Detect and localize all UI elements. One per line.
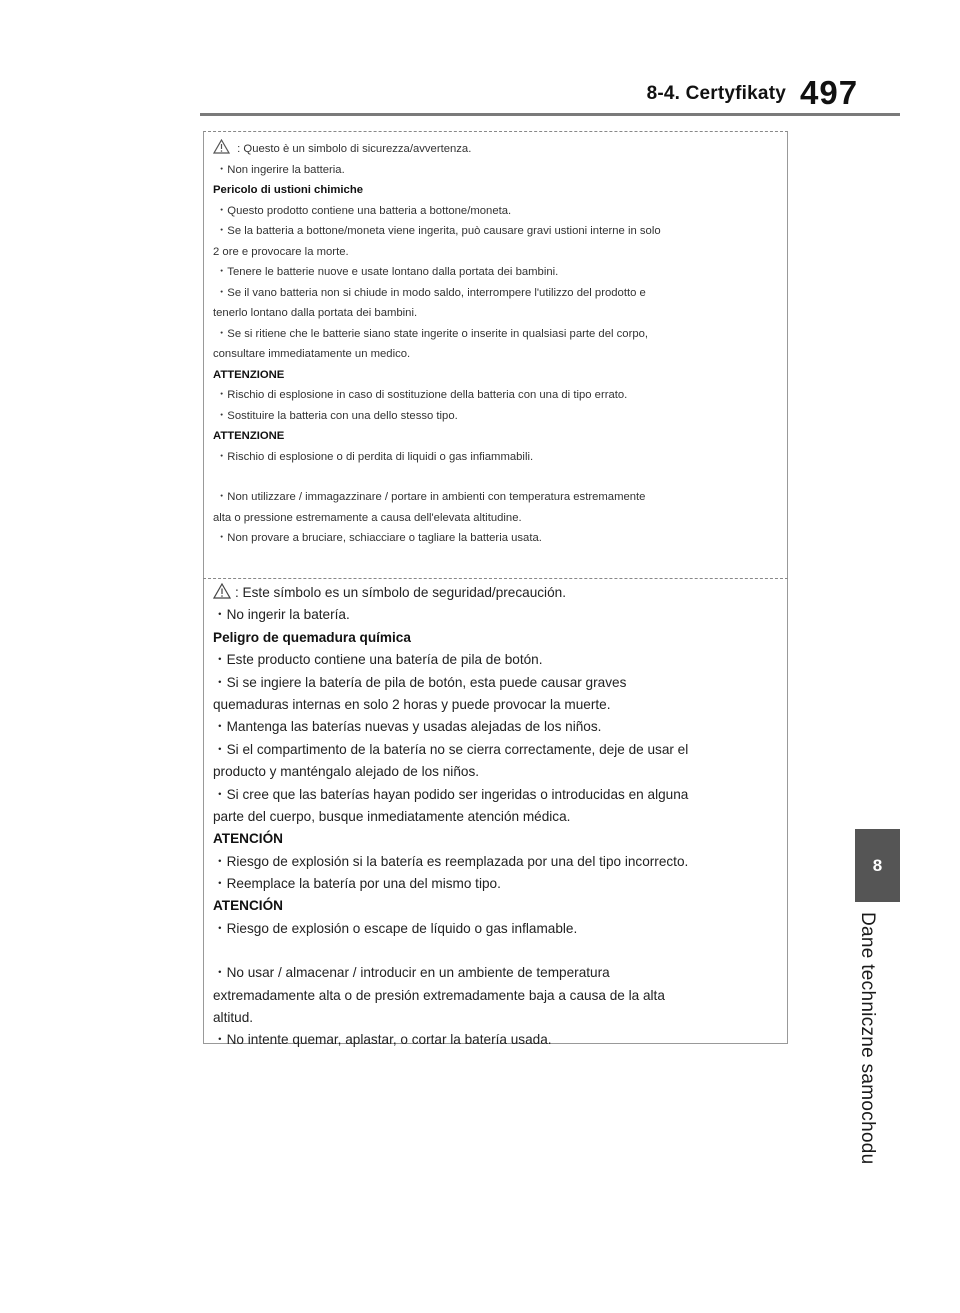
text-line: ・No usar / almacenar / introducir en un ambiente de temperatura xyxy=(213,965,610,981)
text-line: ・Se il vano batteria non si chiude in modo saldo, interrompere l'utilizzo del prodotto e xyxy=(216,286,646,299)
spanish-warning-block xyxy=(213,582,768,1052)
language-divider xyxy=(203,578,788,579)
text-line: quemaduras internas en solo 2 horas y puede provocar la muerte. xyxy=(213,696,611,712)
text-line: ・No intente quemar, aplastar, o cortar la batería usada. xyxy=(213,1032,552,1048)
section-heading: ATENCIÓN xyxy=(213,831,283,847)
text-line: ・Rischio di esplosione o di perdita di liquidi o gas infiammabili. xyxy=(216,450,534,463)
chapter-side-label: Dane techniczne samochodu xyxy=(857,912,878,1165)
header-rule xyxy=(200,113,900,116)
text-line: ・Riesgo de explosión si la batería es reemplazada por una del tipo incorrecto. xyxy=(213,853,689,869)
text-line: ・No ingerir la batería. xyxy=(213,607,350,623)
spacer xyxy=(213,467,768,487)
italian-warning-block xyxy=(213,139,768,549)
text-line: altitud. xyxy=(213,1010,254,1026)
chapter-tab xyxy=(855,829,900,902)
text-line: parte del cuerpo, busque inmediatamente atención médica. xyxy=(213,808,571,824)
text-line: producto y manténgalo alejado de los niños. xyxy=(213,764,480,780)
text-line: consultare immediatamente un medico. xyxy=(213,348,411,360)
text-line: ・Este producto contiene una batería de pila de botón. xyxy=(213,652,543,668)
italian-symbol-text: : Questo è un simbolo di sicurezza/avvertenza. xyxy=(234,143,472,155)
section-heading: Peligro de quemadura química xyxy=(213,629,411,645)
text-line: ・Non provare a bruciare, schiacciare o tagliare la batteria usata. xyxy=(216,532,542,544)
text-line: ・Se la batteria a bottone/moneta viene ingerita, può causare gravi ustioni interne in solo xyxy=(216,225,661,237)
text-line: ・Si se ingiere la batería de pila de botón, esta puede causar graves xyxy=(213,674,627,690)
text-line: tenerlo lontano dalla portata dei bambini. xyxy=(213,307,418,319)
text-line: 2 ore e provocare la morte. xyxy=(213,245,349,258)
italian-symbol-line xyxy=(213,139,768,160)
spacer xyxy=(213,940,768,962)
chapter-tab-number: 8 xyxy=(872,855,883,875)
text-line: ・Reemplace la batería por una del mismo tipo. xyxy=(213,876,501,892)
warning-triangle-icon xyxy=(213,139,230,162)
text-line: ・Rischio di esplosione in caso di sostituzione della batteria con una di tipo errato. xyxy=(216,389,628,401)
spanish-symbol-line xyxy=(213,582,768,604)
text-line: ・Riesgo de explosión o escape de líquido o gas inflamable. xyxy=(213,920,578,936)
text-line: extremadamente alta o de presión extremadamente baja a causa de la alta xyxy=(213,987,665,1003)
section-heading: Pericolo di ustioni chimiche xyxy=(213,184,364,196)
text-line: ・Non ingerire la batteria. xyxy=(216,163,345,176)
text-line: ・Sostituire la batteria con una dello stesso tipo. xyxy=(216,409,458,422)
text-line: ・Questo prodotto contiene una batteria a bottone/moneta. xyxy=(216,204,512,217)
text-line: ・Mantenga las baterías nuevas y usadas alejadas de los niños. xyxy=(213,719,602,735)
text-line: alta o pressione estremamente a causa dell'elevata altitudine. xyxy=(213,511,522,524)
section-heading: ATTENZIONE xyxy=(213,368,285,381)
text-line: ・Non utilizzare / immagazzinare / portare in ambienti con temperatura estremamente xyxy=(216,491,646,503)
text-line: ・Si cree que las baterías hayan podido ser ingeridas o introducidas en alguna xyxy=(213,786,689,802)
page-number: 497 xyxy=(800,74,859,111)
warning-triangle-icon xyxy=(213,583,231,606)
section-heading: ATENCIÓN xyxy=(213,898,283,914)
text-line: ・Tenere le batterie nuove e usate lontano dalla portata dei bambini. xyxy=(216,266,559,278)
section-heading: ATTENZIONE xyxy=(213,430,285,442)
section-title: 8-4. Certyfikaty xyxy=(646,83,786,104)
text-line: ・Se si ritiene che le batterie siano state ingerite o inserite in qualsiasi parte del corpo, xyxy=(216,327,649,340)
text-line: ・Si el compartimento de la batería no se cierra correctamente, deje de usar el xyxy=(213,741,689,757)
spanish-symbol-text: : Este símbolo es un símbolo de seguridad/precaución. xyxy=(235,585,566,600)
